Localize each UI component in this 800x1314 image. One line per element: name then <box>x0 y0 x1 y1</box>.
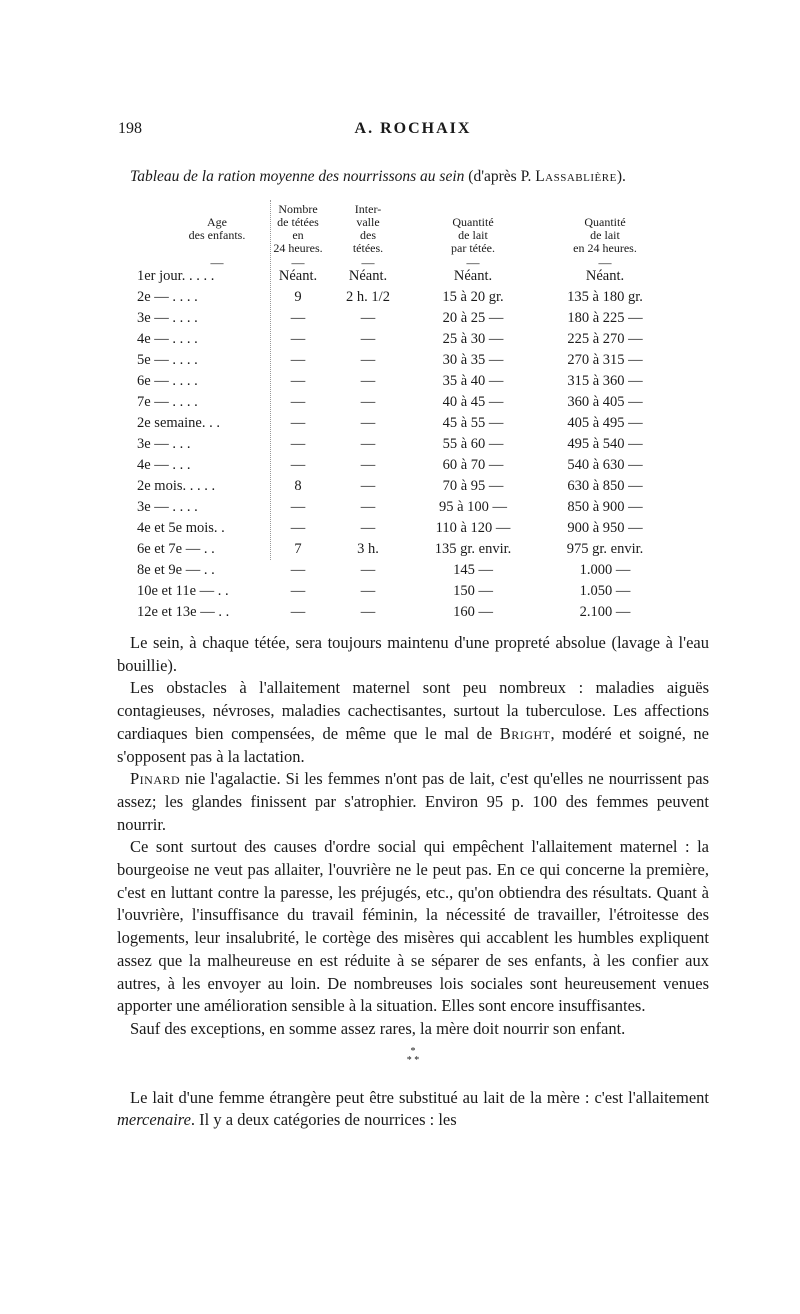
cell-age: 2e — . . . . <box>137 289 198 305</box>
cell-interval: — <box>360 499 376 515</box>
cell-age: 2e mois. . . . . <box>137 478 216 494</box>
table-row <box>0 268 800 289</box>
cell-feedings: — <box>290 520 306 536</box>
paragraph-text: , modéré et soigné, ne s'opposent pas à la lactation. <box>117 723 709 766</box>
cell-interval: — <box>360 352 376 368</box>
body-text <box>117 632 709 1132</box>
cell-age: 7e — . . . . <box>137 394 198 410</box>
cell-interval: — <box>360 415 376 431</box>
paragraph <box>117 677 709 768</box>
running-title: A. ROCHAIX <box>354 120 472 137</box>
table-row <box>0 310 800 331</box>
caption-source-prefix: (d'après P. <box>468 168 536 185</box>
cell-feedings: — <box>290 583 306 599</box>
cell-age: 6e — . . . . <box>137 373 198 389</box>
cell-interval: — <box>360 520 376 536</box>
cell-feedings: — <box>290 352 306 368</box>
italic-term: mercenaire <box>117 1110 191 1130</box>
paragraph <box>117 1087 709 1132</box>
cell-daily: 495 à 540 — <box>567 436 643 452</box>
header-rule: — <box>361 255 375 270</box>
cell-quantity: 30 à 35 — <box>442 352 504 368</box>
cell-feedings: — <box>290 310 306 326</box>
table-row <box>0 289 800 310</box>
paragraph-text: . Il y a deux catégories de nourrices : les <box>190 1110 457 1130</box>
cell-quantity: 20 à 25 — <box>442 310 504 326</box>
cell-feedings: 9 <box>294 289 302 305</box>
cell-quantity: Néant. <box>453 268 493 284</box>
cell-feedings: — <box>290 604 306 620</box>
cell-daily: 270 à 315 — <box>567 352 643 368</box>
page-number: 198 <box>118 120 142 137</box>
cell-daily: 2.100 — <box>579 604 631 620</box>
cell-interval: — <box>360 457 376 473</box>
cell-age: 10e et 11e — . . <box>137 583 229 599</box>
cell-daily: 540 à 630 — <box>567 457 643 473</box>
table-row <box>0 583 800 604</box>
paragraph: Le sein, à chaque tétée, sera toujours maintenu d'une propreté absolue (lavage à l'eau bouillie). <box>117 633 709 675</box>
cell-daily: 850 à 900 — <box>567 499 643 515</box>
table-row <box>0 331 800 352</box>
cell-quantity: 160 — <box>453 604 493 620</box>
table-caption <box>130 168 710 186</box>
cell-age: 2e semaine. . . <box>137 415 220 431</box>
cell-age: 4e — . . . . <box>137 331 198 347</box>
header-rule: — <box>598 255 612 270</box>
table-row <box>0 520 800 541</box>
column-header-age: Age des enfants. <box>188 215 246 242</box>
table-row <box>0 478 800 499</box>
cell-feedings: 7 <box>294 541 302 557</box>
running-head <box>118 120 708 144</box>
cell-feedings: — <box>290 436 306 452</box>
cell-feedings: — <box>290 331 306 347</box>
cell-feedings: — <box>290 373 306 389</box>
cell-daily: 405 à 495 — <box>567 415 643 431</box>
table-row <box>0 373 800 394</box>
cell-quantity: 150 — <box>453 583 493 599</box>
cell-age: 3e — . . . <box>137 436 191 452</box>
cell-age: 4e et 5e mois. . <box>137 520 225 536</box>
cell-feedings: 8 <box>294 478 302 494</box>
cell-age: 1er jour. . . . . <box>137 268 215 284</box>
cell-daily: 315 à 360 — <box>567 373 643 389</box>
caption-source-name: Lassablière <box>535 168 617 185</box>
cell-interval: — <box>360 436 376 452</box>
table-row <box>0 604 800 625</box>
cell-interval: — <box>360 604 376 620</box>
table-row <box>0 436 800 457</box>
cell-daily: 360 à 405 — <box>567 394 643 410</box>
cell-daily: 225 à 270 — <box>567 331 643 347</box>
cell-interval: — <box>360 562 376 578</box>
cell-quantity: 60 à 70 — <box>442 457 504 473</box>
cell-daily: 135 à 180 gr. <box>567 289 643 305</box>
cell-feedings: — <box>290 394 306 410</box>
cell-age: 12e et 13e — . . <box>137 604 230 620</box>
cell-daily: Néant. <box>585 268 625 284</box>
cell-daily: 630 à 850 — <box>567 478 643 494</box>
table-row <box>0 541 800 562</box>
header-rule: — <box>291 255 305 270</box>
cell-interval: 2 h. 1/2 <box>346 289 390 305</box>
cell-quantity: 35 à 40 — <box>442 373 504 389</box>
table-row <box>0 415 800 436</box>
cell-age: 3e — . . . . <box>137 499 198 515</box>
column-header-feedings: Nombre de tétées en 24 heures. <box>273 202 323 255</box>
cell-interval: — <box>360 394 376 410</box>
cell-quantity: 55 à 60 — <box>442 436 504 452</box>
cell-age: 5e — . . . . <box>137 352 198 368</box>
cell-daily: 900 à 950 — <box>567 520 643 536</box>
cell-feedings: — <box>290 415 306 431</box>
author-name: Bright <box>499 723 551 743</box>
cell-age: 8e et 9e — . . <box>137 562 215 578</box>
cell-feedings: — <box>290 562 306 578</box>
asterism-top: * <box>410 1045 416 1057</box>
cell-age: 6e et 7e — . . <box>137 541 215 557</box>
cell-daily: 1.000 — <box>579 562 631 578</box>
cell-quantity: 70 à 95 — <box>442 478 504 494</box>
paragraph-text: Les obstacles à l'allaitement maternel sont peu nombreux : maladies aiguës contagieuses, névroses, maladies cachectisantes, surtout la tuberculose. Les affections cardiaques bien compensées, de même que le mal de <box>117 678 709 743</box>
cell-quantity: 15 à 20 gr. <box>442 289 504 305</box>
table-row <box>0 562 800 583</box>
cell-interval: Néant. <box>348 268 388 284</box>
cell-feedings: — <box>290 499 306 515</box>
column-header-quantity-daily: Quantité de lait en 24 heures. <box>573 215 637 255</box>
cell-quantity: 135 gr. envir. <box>434 541 512 557</box>
cell-quantity: 145 — <box>453 562 493 578</box>
caption-title: Tableau de la ration moyenne des nourrissons au sein <box>130 168 465 185</box>
cell-interval: — <box>360 373 376 389</box>
cell-quantity: 95 à 100 — <box>438 499 508 515</box>
paragraph-text: nie l'agalactie. Si les femmes n'ont pas de lait, c'est qu'elles ne nourrissent pas assez; les glandes finissent par s'atrophier. Environ 95 p. 100 des femmes peuvent nourrir. <box>117 769 709 834</box>
cell-quantity: 25 à 30 — <box>442 331 504 347</box>
paragraph: Sauf des exceptions, en somme assez rares, la mère doit nourrir son enfant. <box>130 1018 626 1038</box>
caption-source-suffix: ). <box>616 168 626 185</box>
cell-interval: — <box>360 310 376 326</box>
table-row <box>0 352 800 373</box>
cell-daily: 1.050 — <box>579 583 631 599</box>
column-header-quantity-per-feed: Quantité de lait par tétée. <box>451 215 495 255</box>
section-break-asterism <box>117 1047 709 1065</box>
paragraph: Ce sont surtout des causes d'ordre social qui empêchent l'allaitement maternel : la bourgeoise ne veut pas allaiter, l'ouvrière ne le peut pas. En ce qui concerne la première, c'est en luttant contre la paresse, les préjugés, etc., qu'on obtiendra des résultats. Quant à l'ouvrière, l'insuffisance du travail féminin, la nécessité de travailler, l'étroitesse des logements, leur insalubrité, le cortège des misères qui accablent les humbles expliquent assez que la malheureuse en est réduite à se séparer de ses enfants, à les confier aux autres, à les envoyer au loin. De nombreuses lois sociales sont heureusement venues apporter une amélioration sensible à la situation. Elles sont encore insuffisantes. <box>117 837 709 1016</box>
cell-interval: — <box>360 478 376 494</box>
cell-feedings: — <box>290 457 306 473</box>
header-rule: — <box>210 255 224 270</box>
cell-interval: — <box>360 331 376 347</box>
table-row <box>0 457 800 478</box>
asterism-bottom: * * <box>406 1054 420 1066</box>
cell-feedings: Néant. <box>278 268 318 284</box>
cell-quantity: 45 à 55 — <box>442 415 504 431</box>
column-header-interval: Inter- valle des tétées. <box>352 202 384 255</box>
cell-daily: 975 gr. envir. <box>566 541 644 557</box>
table-row <box>0 394 800 415</box>
cell-interval: 3 h. <box>357 541 379 557</box>
header-rule: — <box>466 255 480 270</box>
cell-interval: — <box>360 583 376 599</box>
cell-quantity: 40 à 45 — <box>442 394 504 410</box>
cell-quantity: 110 à 120 — <box>435 520 511 536</box>
cell-age: 3e — . . . . <box>137 310 198 326</box>
paragraph-text: Le lait d'une femme étrangère peut être substitué au lait de la mère : c'est l'allaitement <box>130 1087 709 1107</box>
cell-daily: 180 à 225 — <box>567 310 643 326</box>
table-row <box>0 499 800 520</box>
author-name: Pinard <box>130 769 181 789</box>
paragraph <box>117 768 709 836</box>
cell-age: 4e — . . . <box>137 457 191 473</box>
